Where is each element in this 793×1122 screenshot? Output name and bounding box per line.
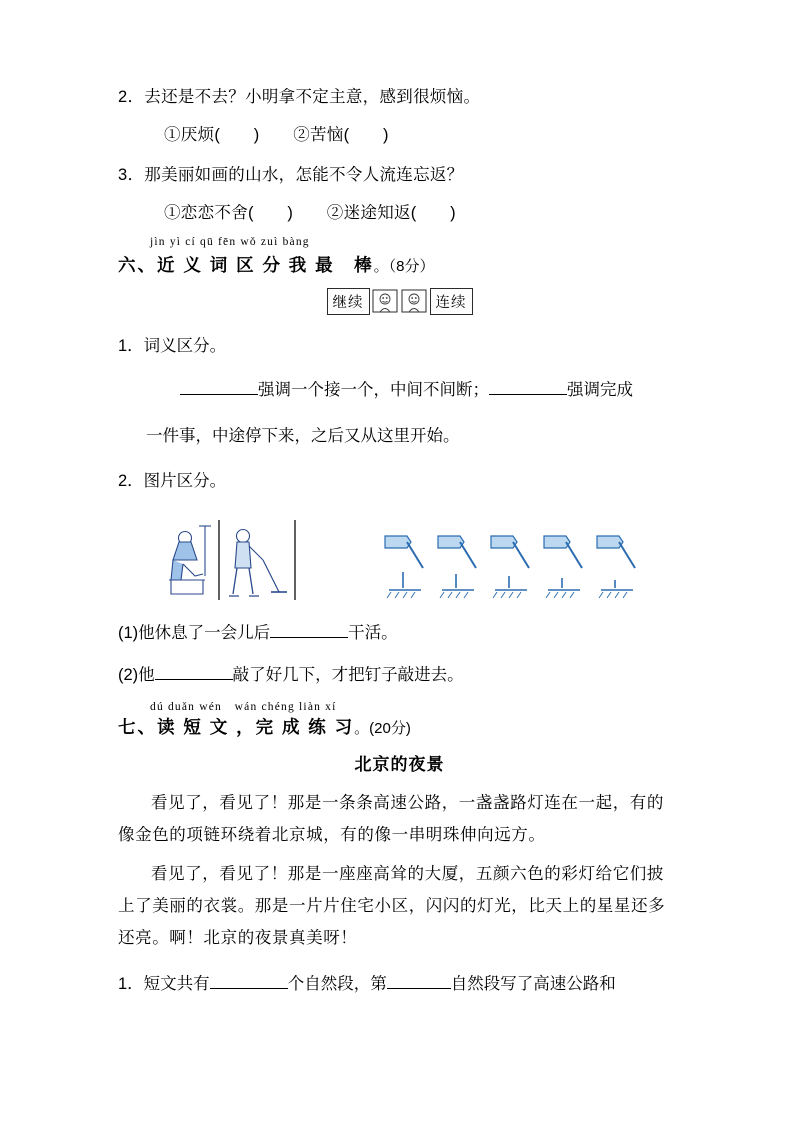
question-3-options: ①恋恋不舍( ) ②迷途知返( ) xyxy=(164,203,456,222)
section-seven-pinyin: dú duǎn wén wán chéng liàn xí xyxy=(150,701,337,714)
item1-text-b: 强调完成 xyxy=(567,380,633,399)
answer-blank[interactable] xyxy=(155,665,233,680)
section-seven-score: 。(20分) xyxy=(354,720,411,738)
word-box-left: 继续 xyxy=(327,288,370,315)
sub1-text-a: (1)他休息了一会儿后 xyxy=(118,624,271,643)
figure-illustration xyxy=(372,288,428,314)
two-faces-icon xyxy=(372,288,428,314)
section-six-item1-line1 xyxy=(118,379,681,403)
reading-paragraph: 看见了，看见了！那是一座座高耸的大厦，五颜六色的彩灯给它们披上了美丽的衣裳。那是一片片住宅小区，闪闪的灯光，比天上的星星还多还亮。啊！北京的夜景真美呀！ xyxy=(118,863,666,947)
reading-q1-text-b: 个自然段，第 xyxy=(287,975,387,994)
sub2-text-b: 敲了好几下，才把钉子敲进去。 xyxy=(232,666,464,685)
reading-paragraph: 看见了，看见了！那是一条条高速公路，一盏盏路灯连在一起，有的像金色的项链环绕着北京城，有的像一串明珠伸向远方。 xyxy=(118,793,664,845)
answer-blank[interactable] xyxy=(387,974,451,989)
question-3-stem: 3．那美丽如画的山水，怎能不令人流连忘返？ xyxy=(118,165,464,184)
hammering-nail-sequence-illustration xyxy=(373,528,641,606)
question-2-options: ①厌烦( ) ②苦恼( ) xyxy=(164,125,389,144)
section-six-item1-line2: 一件事，中途停下来，之后又从这里开始。 xyxy=(146,426,460,445)
answer-blank[interactable] xyxy=(180,380,258,395)
sub2-text-a: (2)他 xyxy=(118,666,155,685)
section-six-pinyin: jìn yì cí qū fēn wǒ zuì bàng xyxy=(150,235,310,248)
answer-blank[interactable] xyxy=(270,623,348,638)
picture-right xyxy=(373,528,641,604)
reading-q1-text-c: 自然段写了高速公路和 xyxy=(450,975,616,994)
answer-blank[interactable] xyxy=(210,974,288,989)
section-six-item1-label: 1．词义区分。 xyxy=(118,336,227,355)
section-six-title: 六、近 义 词 区 分 我 最 棒 xyxy=(118,254,374,275)
section-seven-title: 七、读 短 文 ，完 成 练 习 xyxy=(118,717,355,738)
section-seven-heading xyxy=(118,701,681,744)
reading-article-title: 北京的夜景 xyxy=(354,755,445,775)
sub1-text-b: 干活。 xyxy=(348,624,398,643)
word-box-right: 连续 xyxy=(430,288,473,315)
section-six-item2-sub1 xyxy=(118,622,681,646)
item1-text-a: 强调一个接一个，中间不间断； xyxy=(258,380,489,399)
section-six-item2-label: 2．图片区分。 xyxy=(118,472,227,491)
word-compare-figure xyxy=(118,288,681,315)
section-six-score: 。（8分） xyxy=(373,257,435,275)
resting-and-working-illustration xyxy=(159,514,299,606)
section-six-item2-sub2 xyxy=(118,664,681,688)
answer-blank[interactable] xyxy=(489,380,567,395)
reading-question-1 xyxy=(118,972,681,997)
reading-q1-text-a: 1．短文共有 xyxy=(118,975,210,994)
picture-comparison-row xyxy=(118,514,681,604)
question-2-stem: 2．去还是不去？小明拿不定主意，感到很烦恼。 xyxy=(118,88,481,106)
picture-left xyxy=(159,514,299,604)
section-six-heading xyxy=(118,235,681,282)
